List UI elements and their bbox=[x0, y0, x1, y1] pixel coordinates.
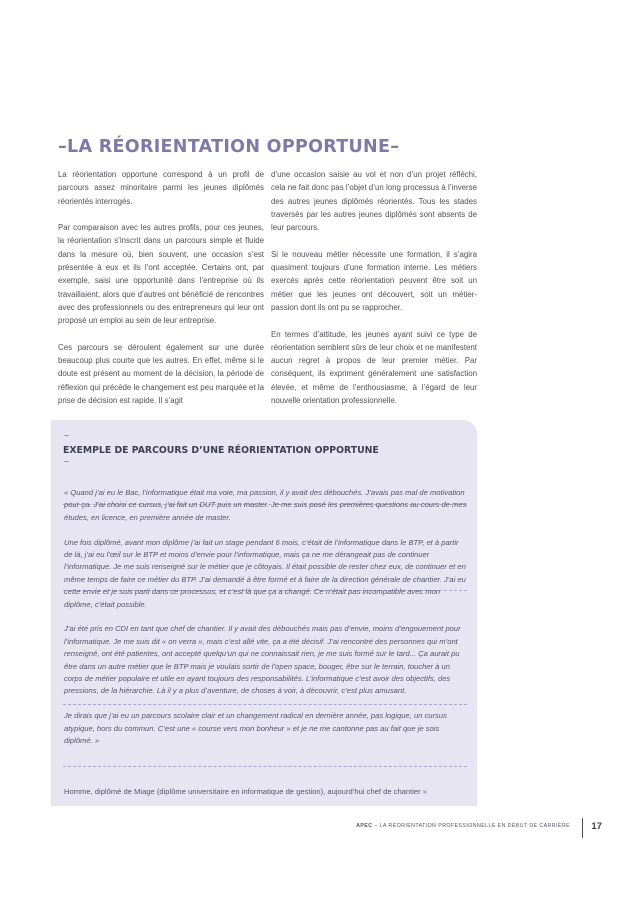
quote-paragraph: Je dirais que j’ai eu un parcours scolaire clair et un changement radical en dernière année, pas logique, un cursus atypique, hors du commun. C’est une « course vers mon bonheur » et je ne me cantonne pas au fait que je sois diplômé. » bbox=[64, 711, 447, 746]
page-number: 17 bbox=[591, 821, 602, 832]
box-heading: EXEMPLE DE PARCOURS D’UNE RÉORIENTATION OPPORTUNE bbox=[63, 445, 379, 456]
box-dash-bottom: – bbox=[64, 456, 70, 466]
quote-paragraph: « Quand j’ai eu le Bac, l’informatique était ma voie, ma passion, il y avait des débouchés. J’avais pas mal de motivation pour ça. J’ai choisi ce cursus, j’ai fait un DUT puis un master. Je me suis posé les premières questions au cours de mes études, en licence, en première année de master. bbox=[64, 488, 467, 522]
footer-running-title bbox=[356, 823, 570, 829]
paragraph: Par comparaison avec les autres profils, pour ces jeunes, la réorientation s’inscrit dans un parcours simple et fluide dans la mesure où, bien souvent, une occasion s’est présentée à eux et ils l’ont acceptée. Certains ont, par exemple, saisi une opportunité dans l’entreprise où ils travaillaient, alors que d’autres ont bénéficié de rencontres avec des professionnels ou des entrepreneurs qui leur ont proposé un emploi au sein de leur entreprise. bbox=[58, 223, 264, 326]
page-title: –LA RÉORIENTATION OPPORTUNE– bbox=[58, 137, 400, 157]
quote-paragraph: J’ai été pris en CDI en tant que chef de chantier. Il y avait des débouchés mais pas d’envie, moins d’engouement pour l’informatique. Je me suis dit « on verra », mais c’est allé vite, ça a été décisif. J’ai rencontré des personnes qui m’ont renseigné, ont été patientes, ont accepté quelqu’un qui ne connaissait rien, je me suis formé sur le tard... Ça aurait pu être dans un autre métier que le BTP mais je voulais sortir de l’open space, bouger, être sur le terrain, toucher à un corps de métier populaire et utile en ayant toujours des responsabilités. L’informatique c’est avoir des objectifs, des pressions, de la hiérarchie. Là il y a plus d’aventure, de choses à voir, à découvrir, c’est plus amusant. bbox=[64, 624, 461, 696]
footer-title: – LA RÉORIENTATION PROFESSIONNELLE EN DÉBUT DE CARRIÈRE bbox=[372, 823, 570, 829]
paragraph: Ces parcours se déroulent également sur une durée beaucoup plus courte que les autres. En effet, même si le doute est présent au moment de la décision, la période de réflexion qui précède le changement est peu marquée et la prise de décision est rapide. Il s’agit bbox=[58, 342, 264, 406]
testimony-attribution bbox=[64, 787, 484, 796]
paragraph: Si le nouveau métier nécessite une formation, il s’agira quasiment toujours d’une formation interne. Les métiers exercés après cette réorientation peuvent être soit un métier que les jeunes ont découvert, soit un métier-passion dont ils ont pu se rapprocher. bbox=[271, 249, 477, 312]
box-divider bbox=[63, 766, 467, 767]
quote-paragraph: Une fois diplômé, avant mon diplôme j’ai fait un stage pendant 6 mois, c’était de l’informatique dans le BTP, et à partir de là, j’ai eu l’œil sur le BTP et moins d’envie pour l’informatique, mais ça ne me dérangeait pas de continuer l’informatique. Je me suis renseigné sur le métier que je côtoyais. Il était possible de rester chez eux, de continuer et en même temps de faire ce métier du BTP. J’ai demandé à être formé et à faire de la direction générale de chantier. J’ai eu cette envie et je suis parti dans ce processus, et c’est là que ça a changé. Ce n’était pas incompatible avec mon diplôme, c’était possible. bbox=[64, 537, 466, 609]
footer-brand: APEC bbox=[356, 823, 373, 829]
paragraph: La réorientation opportune correspond à un profil de parcours assez minoritaire parmi les jeunes diplômés réorientés interrogés. bbox=[58, 170, 264, 206]
testimony-quotes bbox=[64, 487, 469, 760]
paragraph: En termes d’attitude, les jeunes ayant suivi ce type de réorientation semblent sûrs de leur choix et ne manifestent aucun regret à propos de leur premier métier. Par conséquent, ils expriment généralement une satisfaction élevée, et même de l’enthousiasme, à l’égard de leur nouvelle orientation professionnelle. bbox=[271, 329, 477, 406]
example-box bbox=[51, 420, 477, 806]
attribution-text: Homme, diplômé de Miage (diplôme universitaire en informatique de gestion), aujourd’hui chef de chantier bbox=[64, 787, 421, 796]
paragraph: d’une occasion saisie au vol et non d’un projet réfléchi, cela ne fait donc pas l’objet d’un long processus à l’inverse des autres jeunes diplômés réorientés. Tous les stades traversés par les autres jeunes diplômés sont absents de leur parcours. bbox=[271, 170, 477, 233]
box-dash-top: – bbox=[64, 430, 70, 440]
closing-quote-mark: » bbox=[422, 787, 427, 796]
page-footer bbox=[330, 818, 615, 838]
body-column-right bbox=[271, 168, 477, 407]
body-column-left bbox=[58, 168, 264, 407]
footer-separator bbox=[582, 818, 583, 838]
